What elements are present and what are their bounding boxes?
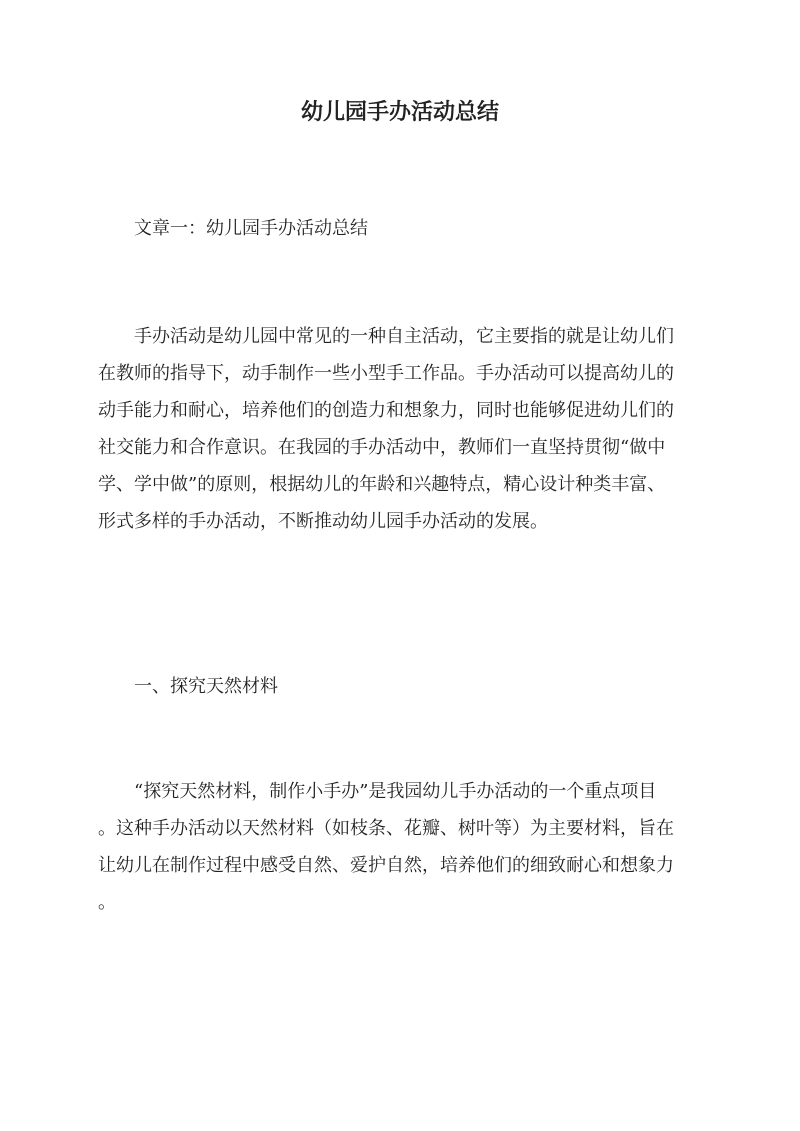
paragraph-line: 。这种手办活动以天然材料（如枝条、花瓣、树叶等）为主要材料，旨在 — [98, 818, 674, 839]
article-subtitle: 文章一：幼儿园手办活动总结 — [134, 218, 368, 239]
paragraph-line: “探究天然材料，制作小手办”是我园幼儿手办活动的一个重点项目 — [134, 781, 657, 802]
section-paragraph — [98, 773, 700, 921]
paragraph-line: 社交能力和合作意识。在我园的手办活动中，教师们一直坚持贯彻“做中 — [98, 437, 666, 458]
paragraph-line: 。 — [98, 892, 116, 913]
paragraph-line: 手办活动是幼儿园中常见的一种自主活动，它主要指的就是让幼儿们 — [134, 326, 674, 347]
paragraph-line: 让幼儿在制作过程中感受自然、爱护自然，培养他们的细致耐心和想象力 — [98, 855, 674, 876]
paragraph-line: 在教师的指导下，动手制作一些小型手工作品。手办活动可以提高幼儿的 — [98, 363, 674, 384]
paragraph-line: 动手能力和耐心，培养他们的创造力和想象力，同时也能够促进幼儿们的 — [98, 400, 674, 421]
paragraph-line: 学、学中做”的原则，根据幼儿的年龄和兴趣特点，精心设计种类丰富、 — [98, 474, 666, 495]
document-title: 幼儿园手办活动总结 — [300, 99, 499, 125]
paragraph-line: 形式多样的手办活动，不断推动幼儿园手办活动的发展。 — [98, 511, 548, 532]
section-heading: 一、探究天然材料 — [134, 676, 278, 697]
intro-paragraph — [98, 318, 700, 540]
